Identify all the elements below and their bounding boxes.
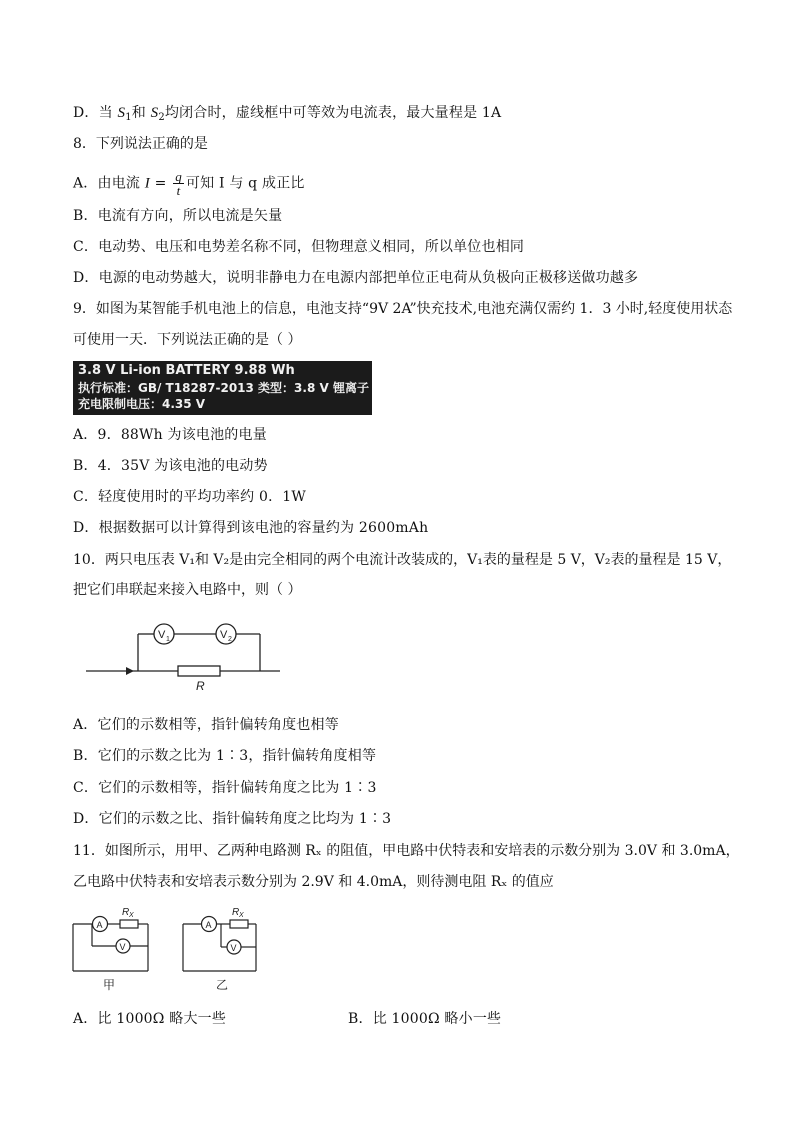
q9-stem-line1: 9．如图为某智能手机电池上的信息，电池支持“9V 2A”快充技术,电池充满仅需约 1．3 小时,轻度使用状态 — [73, 301, 733, 317]
q8-option-a-prefix: A．由电流 — [73, 175, 145, 192]
q7-and: 和 — [131, 105, 151, 121]
q9-option-d: D．根据数据可以计算得到该电池的容量约为 2600mAh — [73, 520, 429, 536]
q8-option-c: C．电动势、电压和电势差名称不同，但物理意义相同，所以单位也相同 — [73, 239, 525, 255]
q9-stem-line2: 可使用一天．下列说法正确的是（ ） — [73, 332, 302, 348]
jia-resistor-rx — [120, 920, 138, 928]
q9-option-c: C．轻度使用时的平均功率约 0．1W — [73, 489, 306, 505]
jia-rx-label: R — [122, 907, 130, 918]
current-arrow-icon — [126, 667, 134, 675]
yi-label: 乙 — [216, 978, 229, 992]
switch-s2-symbol: S — [150, 105, 159, 121]
battery-line-1: 3.8 V Li-ion BATTERY 9.88 Wh — [78, 363, 295, 378]
q10-stem-line1: 10．两只电压表 V₁和 V₂是由完全相同的两个电流计改装成的，V₁表的量程是 5 V，V₂表的量程是 15 V， — [73, 552, 732, 568]
q11-stem-line2: 乙电路中伏特表和安培表示数分别为 2.9V 和 4.0mA，则待测电阻 Rₓ 的值应 — [73, 874, 554, 890]
switch-s1-subscript: 1 — [125, 112, 132, 123]
v2-sub-label: 2 — [228, 636, 232, 643]
fraction-q-over-t — [173, 170, 184, 197]
q8-stem: 8．下列说法正确的是 — [73, 136, 208, 152]
q8-option-a-rest: 可知 I 与 q 成正比 — [185, 175, 305, 192]
q10-option-d: D．它们的示数之比、指针偏转角度之比均为 1∶3 — [73, 811, 392, 827]
q11-circuit-yi — [178, 902, 270, 997]
q10-stem-line2: 把它们串联起来接入电路中，则（ ） — [73, 582, 302, 598]
q8-option-d: D．电源的电动势越大，说明非静电力在电源内部把单位正电荷从负极向正极移送做功越多 — [73, 270, 639, 286]
q11-option-b: B．比 1000Ω 略小一些 — [348, 1011, 502, 1027]
equals-sign: = — [149, 175, 172, 192]
yi-ammeter-label: A — [205, 920, 212, 930]
q7-option-d-rest: 均闭合时，虚线框中可等效为电流表，最大量程是 1A — [164, 105, 502, 121]
jia-voltmeter-label: V — [119, 942, 126, 952]
yi-rx-label: R — [232, 907, 240, 918]
q7-option-d — [73, 103, 501, 128]
v1-sub-label: 1 — [166, 636, 170, 643]
yi-resistor-rx — [230, 920, 248, 928]
battery-label-image — [73, 361, 372, 415]
jia-ammeter-label: A — [96, 920, 103, 930]
switch-s1-symbol: S — [117, 105, 126, 121]
q9-option-a: A．9．88Wh 为该电池的电量 — [73, 427, 267, 443]
yi-rx-sub-label: X — [239, 912, 244, 919]
q8-option-b: B．电流有方向，所以电流是矢量 — [73, 208, 283, 224]
current-symbol: I — [144, 175, 150, 192]
q8-option-a — [73, 170, 305, 197]
q10-option-a: A．它们的示数相等，指针偏转角度也相等 — [73, 717, 339, 733]
fraction-numerator: q — [175, 169, 182, 184]
jia-label: 甲 — [103, 978, 116, 992]
v1-label: V — [158, 629, 166, 641]
q10-option-b: B．它们的示数之比为 1∶3，指针偏转角度相等 — [73, 748, 377, 764]
v2-label: V — [220, 629, 228, 641]
q10-option-c: C．它们的示数相等，指针偏转角度之比为 1∶3 — [73, 780, 377, 796]
q11-stem-line1: 11．如图所示，用甲、乙两种电路测 Rₓ 的阻值，甲电路中伏特表和安培表的示数分别为 3.0V 和 3.0mA， — [73, 843, 740, 859]
resistor-r — [178, 666, 220, 676]
resistor-r-label: R — [196, 679, 205, 693]
battery-line-3: 充电限制电压：4.35 V — [78, 397, 206, 411]
q9-option-b: B．4．35V 为该电池的电动势 — [73, 458, 268, 474]
q11-circuit-jia — [68, 902, 160, 997]
switch-s2-subscript: 2 — [158, 112, 165, 123]
yi-voltmeter-label: V — [230, 943, 237, 953]
jia-rx-sub-label: X — [129, 912, 134, 919]
q11-option-a: A．比 1000Ω 略大一些 — [73, 1011, 227, 1027]
battery-line-2: 执行标准：GB/ T18287-2013 类型：3.8 V 锂离子 — [78, 380, 369, 395]
q7-option-d-prefix: D．当 — [73, 105, 118, 121]
q10-circuit-diagram — [80, 612, 290, 694]
fraction-denominator: t — [176, 183, 181, 198]
